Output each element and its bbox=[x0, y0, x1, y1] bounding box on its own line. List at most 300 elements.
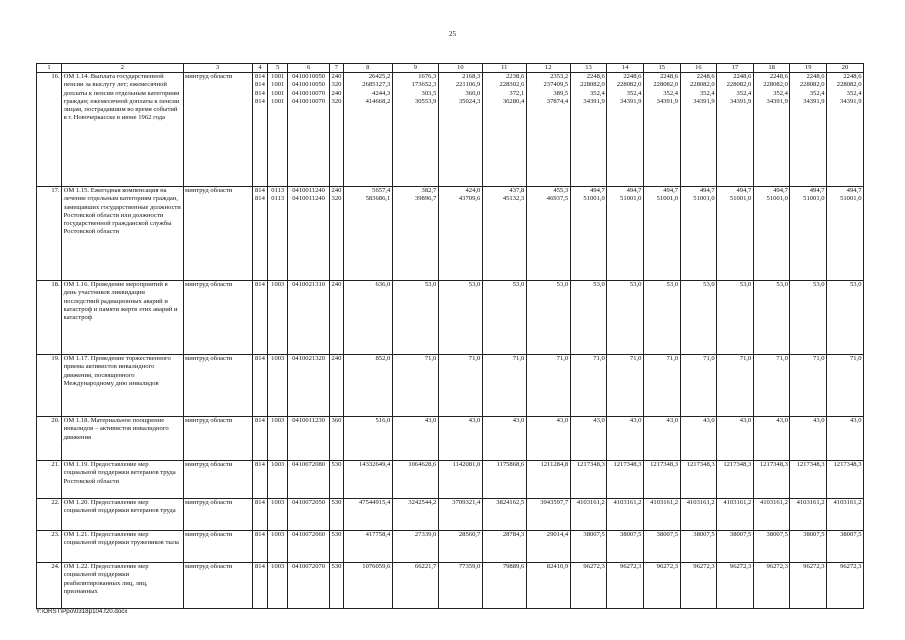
cell-line: 2168,3 bbox=[462, 73, 481, 81]
value-cell bbox=[643, 417, 680, 461]
cell-line: 228082,0 bbox=[836, 81, 862, 89]
cell-line: 43,0 bbox=[813, 417, 825, 425]
executor: минтруд области bbox=[183, 417, 252, 461]
value-cell bbox=[343, 563, 392, 609]
cell-line: 0410072080 bbox=[292, 461, 326, 469]
value-cell bbox=[526, 73, 570, 187]
cell-line: 814 bbox=[255, 499, 265, 507]
value-cell bbox=[343, 461, 392, 499]
value-cell bbox=[680, 417, 717, 461]
cell-line: 1003 bbox=[271, 563, 285, 571]
event-name: ОМ 1.19. Предоставление мер социальной поддержки ветеранов труда Ростовской области bbox=[62, 461, 183, 499]
column-header: 12 bbox=[526, 64, 570, 73]
cell-line: 34391,9 bbox=[656, 98, 679, 106]
column-header: 20 bbox=[827, 64, 864, 73]
cell-line: 4103161,2 bbox=[796, 499, 825, 507]
cell-line: 0113 bbox=[271, 187, 285, 195]
column-header: 13 bbox=[570, 64, 607, 73]
cell-line: 5657,4 bbox=[372, 187, 391, 195]
value-cell bbox=[717, 73, 754, 187]
cell-line: 1003 bbox=[271, 281, 285, 289]
value-cell bbox=[717, 355, 754, 417]
cell-line: 27339,0 bbox=[414, 531, 437, 539]
cell-line: 2248,6 bbox=[659, 73, 679, 81]
cell-line: 352,4 bbox=[663, 89, 679, 97]
cell-line: 43,0 bbox=[556, 417, 569, 425]
cell-line: 372,1 bbox=[509, 89, 525, 97]
cell-line: 320 bbox=[331, 81, 342, 89]
cell-line: 35024,3 bbox=[458, 98, 481, 106]
cell-line: 39896,7 bbox=[414, 195, 437, 203]
value-cell bbox=[343, 531, 392, 563]
cell-line: 320 bbox=[331, 195, 342, 203]
cell-line: 228302,6 bbox=[499, 81, 525, 89]
cell-line: 4103161,2 bbox=[686, 499, 715, 507]
value-cell bbox=[288, 73, 330, 187]
table-row bbox=[37, 355, 864, 417]
cell-line: 71,0 bbox=[849, 355, 862, 363]
cell-line: 1217348,3 bbox=[613, 461, 642, 469]
value-cell bbox=[717, 563, 754, 609]
value-cell bbox=[288, 355, 330, 417]
cell-line: 38007,5 bbox=[729, 531, 752, 539]
cell-line: 38007,5 bbox=[766, 531, 788, 539]
cell-line: 43,0 bbox=[424, 417, 437, 425]
value-cell bbox=[330, 531, 344, 563]
table-row bbox=[37, 417, 864, 461]
value-cell bbox=[753, 187, 790, 281]
cell-line: 36280,4 bbox=[502, 98, 525, 106]
cell-line: 1001 bbox=[271, 81, 285, 89]
cell-line: 43,0 bbox=[629, 417, 642, 425]
table-row bbox=[37, 499, 864, 531]
cell-line: 1217348,3 bbox=[723, 461, 752, 469]
header-row bbox=[37, 64, 864, 73]
column-header: 1 bbox=[37, 64, 62, 73]
row-number: 19. bbox=[37, 355, 62, 417]
value-cell bbox=[482, 531, 526, 563]
value-cell bbox=[753, 281, 790, 355]
cell-line: 2248,6 bbox=[843, 73, 862, 81]
cell-line: 51001,0 bbox=[803, 195, 825, 203]
cell-line: 494,7 bbox=[809, 187, 825, 195]
cell-line: 4103161,2 bbox=[759, 499, 788, 507]
value-cell bbox=[643, 355, 680, 417]
cell-line: 494,7 bbox=[626, 187, 642, 195]
value-cell bbox=[717, 187, 754, 281]
value-cell bbox=[330, 355, 344, 417]
cell-line: 494,7 bbox=[663, 187, 679, 195]
value-cell bbox=[288, 563, 330, 609]
event-name: ОМ 1.14. Выплата государственной пенсии за выслугу лет; ежемесячной доплаты к пенсии отдельным категориям граждан; ежемесячной доплаты к пенсии лицам, пострадавшим во время событий в г. Новочеркасске в июне 1962 года bbox=[62, 73, 183, 187]
cell-line: 3709321,4 bbox=[452, 499, 481, 507]
value-cell bbox=[570, 355, 607, 417]
value-cell bbox=[607, 461, 644, 499]
value-cell bbox=[288, 281, 330, 355]
cell-line: 1001 bbox=[271, 89, 285, 97]
value-cell bbox=[680, 73, 717, 187]
cell-line: 38007,5 bbox=[803, 531, 825, 539]
cell-line: 1064628,6 bbox=[408, 461, 437, 469]
cell-line: 1003 bbox=[271, 499, 285, 507]
cell-line: 96272,3 bbox=[840, 563, 862, 571]
value-cell bbox=[643, 281, 680, 355]
cell-line: 1003 bbox=[271, 355, 285, 363]
cell-line: 1217348,3 bbox=[796, 461, 825, 469]
cell-line: 4103161,2 bbox=[613, 499, 642, 507]
cell-line: 1001 bbox=[271, 98, 285, 106]
cell-line: 240 bbox=[331, 355, 342, 363]
cell-line: 0410072060 bbox=[292, 531, 326, 539]
value-cell bbox=[268, 73, 288, 187]
cell-line: 38007,5 bbox=[620, 531, 642, 539]
cell-line: 53,0 bbox=[666, 281, 679, 289]
row-number: 16. bbox=[37, 73, 62, 187]
event-name: ОМ 1.17. Проведение торжественного приема активистов инвалидного движения, посвященного Международному дню инвалидов bbox=[62, 355, 183, 417]
value-cell bbox=[607, 187, 644, 281]
cell-line: 3943597,7 bbox=[540, 499, 569, 507]
value-cell bbox=[643, 563, 680, 609]
cell-line: 47544915,4 bbox=[358, 499, 391, 507]
cell-line: 494,7 bbox=[590, 187, 605, 195]
cell-line: 494,7 bbox=[736, 187, 752, 195]
column-header: 11 bbox=[482, 64, 526, 73]
cell-line: 228082,0 bbox=[653, 81, 679, 89]
cell-line: 3242544,2 bbox=[408, 499, 437, 507]
cell-line: 66221,7 bbox=[414, 563, 437, 571]
value-cell bbox=[438, 355, 482, 417]
value-cell bbox=[526, 187, 570, 281]
value-cell bbox=[252, 355, 268, 417]
cell-line: 530 bbox=[331, 531, 342, 539]
cell-line: 360,0 bbox=[465, 89, 481, 97]
value-cell bbox=[827, 417, 864, 461]
cell-line: 228082,0 bbox=[580, 81, 605, 89]
value-cell bbox=[790, 563, 827, 609]
value-cell bbox=[252, 187, 268, 281]
cell-line: 1003 bbox=[271, 417, 285, 425]
cell-line: 28784,3 bbox=[502, 531, 525, 539]
value-cell bbox=[343, 499, 392, 531]
column-header: 7 bbox=[330, 64, 344, 73]
value-cell bbox=[526, 531, 570, 563]
value-cell bbox=[438, 187, 482, 281]
value-cell bbox=[643, 499, 680, 531]
value-cell bbox=[438, 531, 482, 563]
cell-line: 96272,3 bbox=[620, 563, 642, 571]
cell-line: 0410010070 bbox=[292, 98, 326, 106]
cell-line: 4103161,2 bbox=[833, 499, 862, 507]
value-cell bbox=[252, 73, 268, 187]
page-number: 25 bbox=[449, 30, 456, 38]
value-cell bbox=[392, 281, 438, 355]
table-row bbox=[37, 531, 864, 563]
value-cell bbox=[526, 499, 570, 531]
value-cell bbox=[570, 73, 607, 187]
value-cell bbox=[790, 355, 827, 417]
cell-line: 494,7 bbox=[846, 187, 862, 195]
value-cell bbox=[288, 499, 330, 531]
cell-line: 814 bbox=[255, 355, 265, 363]
value-cell bbox=[680, 531, 717, 563]
value-cell bbox=[570, 499, 607, 531]
event-name: ОМ 1.21. Предоставление мер социальной поддержки тружеников тыла bbox=[62, 531, 183, 563]
cell-line: 43,0 bbox=[468, 417, 481, 425]
value-cell bbox=[827, 499, 864, 531]
column-header: 4 bbox=[252, 64, 268, 73]
cell-line: 96272,3 bbox=[656, 563, 679, 571]
value-cell bbox=[438, 417, 482, 461]
value-cell bbox=[680, 355, 717, 417]
cell-line: 0410072050 bbox=[292, 499, 326, 507]
cell-line: 4103161,2 bbox=[576, 499, 605, 507]
value-cell bbox=[288, 531, 330, 563]
value-cell bbox=[790, 281, 827, 355]
cell-line: 43709,6 bbox=[458, 195, 481, 203]
cell-line: 1217348,3 bbox=[833, 461, 862, 469]
cell-line: 29014,4 bbox=[546, 531, 569, 539]
cell-line: 71,0 bbox=[556, 355, 569, 363]
value-cell bbox=[288, 461, 330, 499]
cell-line: 34391,9 bbox=[840, 98, 862, 106]
cell-line: 34391,9 bbox=[729, 98, 752, 106]
cell-line: 71,0 bbox=[629, 355, 642, 363]
cell-line: 71,0 bbox=[776, 355, 788, 363]
value-cell bbox=[717, 461, 754, 499]
value-cell bbox=[827, 563, 864, 609]
cell-line: 0410011240 bbox=[292, 187, 325, 195]
cell-line: 26425,2 bbox=[368, 73, 391, 81]
table-row bbox=[37, 563, 864, 609]
cell-line: 71,0 bbox=[468, 355, 481, 363]
value-cell bbox=[753, 461, 790, 499]
value-cell bbox=[392, 417, 438, 461]
row-number: 23. bbox=[37, 531, 62, 563]
value-cell bbox=[753, 73, 790, 187]
value-cell bbox=[827, 531, 864, 563]
value-cell bbox=[252, 417, 268, 461]
cell-line: 1142081,0 bbox=[452, 461, 481, 469]
cell-line: 1001 bbox=[271, 73, 285, 81]
table-row bbox=[37, 461, 864, 499]
table-row bbox=[37, 187, 864, 281]
cell-line: 43,0 bbox=[849, 417, 862, 425]
value-cell bbox=[607, 355, 644, 417]
value-cell bbox=[252, 281, 268, 355]
cell-line: 2248,6 bbox=[769, 73, 788, 81]
value-cell bbox=[526, 281, 570, 355]
value-cell bbox=[438, 563, 482, 609]
value-cell bbox=[392, 461, 438, 499]
value-cell bbox=[607, 499, 644, 531]
cell-line: 46937,5 bbox=[546, 195, 569, 203]
row-number: 21. bbox=[37, 461, 62, 499]
value-cell bbox=[268, 355, 288, 417]
column-header: 3 bbox=[183, 64, 252, 73]
cell-line: 34391,9 bbox=[583, 98, 605, 106]
value-cell bbox=[753, 499, 790, 531]
cell-line: 382,7 bbox=[421, 187, 437, 195]
cell-line: 2353,2 bbox=[550, 73, 569, 81]
value-cell bbox=[482, 281, 526, 355]
row-number: 17. bbox=[37, 187, 62, 281]
value-cell bbox=[392, 187, 438, 281]
value-cell bbox=[680, 187, 717, 281]
value-cell bbox=[570, 461, 607, 499]
value-cell bbox=[827, 461, 864, 499]
cell-line: 34391,9 bbox=[693, 98, 715, 106]
cell-line: 37874,4 bbox=[546, 98, 569, 106]
cell-line: 852,0 bbox=[375, 355, 391, 363]
value-cell bbox=[252, 499, 268, 531]
cell-line: 424,0 bbox=[465, 187, 481, 195]
column-header: 10 bbox=[438, 64, 482, 73]
cell-line: 38007,5 bbox=[656, 531, 679, 539]
value-cell bbox=[827, 355, 864, 417]
value-cell bbox=[827, 73, 864, 187]
cell-line: 240 bbox=[331, 187, 342, 195]
column-header: 15 bbox=[643, 64, 680, 73]
file-path-footer: Y:\ORST\Ppo\0318p104.f20.docx bbox=[36, 608, 128, 615]
cell-line: 240 bbox=[331, 73, 342, 81]
value-cell bbox=[570, 187, 607, 281]
value-cell bbox=[827, 187, 864, 281]
cell-line: 228082,0 bbox=[799, 81, 825, 89]
value-cell bbox=[753, 563, 790, 609]
cell-line: 583686,1 bbox=[365, 195, 391, 203]
cell-line: 1676,3 bbox=[418, 73, 437, 81]
cell-line: 0410010050 bbox=[292, 81, 326, 89]
column-header: 2 bbox=[62, 64, 183, 73]
value-cell bbox=[827, 281, 864, 355]
cell-line: 53,0 bbox=[629, 281, 642, 289]
cell-line: 221106,9 bbox=[455, 81, 481, 89]
cell-line: 1217348,3 bbox=[650, 461, 679, 469]
value-cell bbox=[790, 499, 827, 531]
cell-line: 1003 bbox=[271, 531, 285, 539]
value-cell bbox=[717, 417, 754, 461]
table-row bbox=[37, 281, 864, 355]
value-cell bbox=[717, 499, 754, 531]
cell-line: 0410021320 bbox=[292, 355, 326, 363]
cell-line: 30553,9 bbox=[414, 98, 437, 106]
cell-line: 34391,9 bbox=[766, 98, 788, 106]
cell-line: 814 bbox=[255, 281, 265, 289]
column-header: 14 bbox=[607, 64, 644, 73]
cell-line: 0410010070 bbox=[292, 89, 326, 97]
value-cell bbox=[790, 417, 827, 461]
cell-line: 43,0 bbox=[593, 417, 605, 425]
value-cell bbox=[790, 187, 827, 281]
cell-line: 228082,0 bbox=[689, 81, 715, 89]
cell-line: 71,0 bbox=[813, 355, 825, 363]
event-name: ОМ 1.18. Материальное поощрение инвалидов – активистов инвалидного движения bbox=[62, 417, 183, 461]
value-cell bbox=[680, 563, 717, 609]
cell-line: 2685127,3 bbox=[362, 81, 391, 89]
cell-line: 71,0 bbox=[424, 355, 437, 363]
cell-line: 51001,0 bbox=[729, 195, 752, 203]
cell-line: 51001,0 bbox=[840, 195, 862, 203]
value-cell bbox=[607, 563, 644, 609]
value-cell bbox=[753, 417, 790, 461]
cell-line: 71,0 bbox=[593, 355, 605, 363]
value-cell bbox=[570, 531, 607, 563]
cell-line: 51001,0 bbox=[656, 195, 679, 203]
column-header: 19 bbox=[790, 64, 827, 73]
value-cell bbox=[330, 461, 344, 499]
column-header: 6 bbox=[288, 64, 330, 73]
value-cell bbox=[526, 461, 570, 499]
cell-line: 38007,5 bbox=[840, 531, 862, 539]
value-cell bbox=[482, 417, 526, 461]
row-number: 18. bbox=[37, 281, 62, 355]
event-name: ОМ 1.22. Предоставление мер социальной поддержки реабилитированных лиц, лиц, признанных bbox=[62, 563, 183, 609]
cell-line: 71,0 bbox=[512, 355, 525, 363]
value-cell bbox=[482, 461, 526, 499]
cell-line: 53,0 bbox=[468, 281, 481, 289]
cell-line: 352,4 bbox=[590, 89, 605, 97]
executor: минтруд области bbox=[183, 73, 252, 187]
cell-line: 0113 bbox=[271, 195, 285, 203]
cell-line: 414668,2 bbox=[365, 98, 391, 106]
cell-line: 53,0 bbox=[849, 281, 862, 289]
cell-line: 2238,6 bbox=[506, 73, 525, 81]
value-cell bbox=[392, 531, 438, 563]
cell-line: 814 bbox=[255, 98, 265, 106]
value-cell bbox=[438, 499, 482, 531]
value-cell bbox=[252, 531, 268, 563]
cell-line: 320 bbox=[331, 98, 342, 106]
cell-line: 0410021310 bbox=[292, 281, 326, 289]
cell-line: 228082,0 bbox=[763, 81, 788, 89]
value-cell bbox=[482, 499, 526, 531]
cell-line: 636,0 bbox=[375, 281, 391, 289]
cell-line: 43,0 bbox=[703, 417, 715, 425]
cell-line: 0410011240 bbox=[292, 195, 325, 203]
cell-line: 228082,0 bbox=[726, 81, 752, 89]
event-name: ОМ 1.20. Предоставление мер социальной поддержки ветеранов труда bbox=[62, 499, 183, 531]
cell-line: 814 bbox=[255, 417, 265, 425]
cell-line: 1175868,6 bbox=[496, 461, 525, 469]
event-name: ОМ 1.15. Ежегодная компенсация на лечение отдельным категориям граждан, замещавших государственные должности Ростовской области или должности государственной гражданской службы Ростовской области bbox=[62, 187, 183, 281]
cell-line: 45132,3 bbox=[502, 195, 525, 203]
column-header: 8 bbox=[343, 64, 392, 73]
cell-line: 530 bbox=[331, 499, 342, 507]
cell-line: 437,8 bbox=[509, 187, 525, 195]
cell-line: 43,0 bbox=[776, 417, 788, 425]
value-cell bbox=[392, 563, 438, 609]
cell-line: 814 bbox=[255, 73, 265, 81]
value-cell bbox=[717, 531, 754, 563]
value-cell bbox=[482, 187, 526, 281]
cell-line: 1217348,3 bbox=[759, 461, 788, 469]
cell-line: 96272,3 bbox=[766, 563, 788, 571]
value-cell bbox=[268, 281, 288, 355]
value-cell bbox=[482, 73, 526, 187]
value-cell bbox=[717, 281, 754, 355]
cell-line: 417758,4 bbox=[365, 531, 391, 539]
executor: минтруд области bbox=[183, 461, 252, 499]
value-cell bbox=[570, 281, 607, 355]
cell-line: 494,7 bbox=[773, 187, 788, 195]
cell-line: 516,0 bbox=[375, 417, 391, 425]
cell-line: 0410072070 bbox=[292, 563, 326, 571]
value-cell bbox=[438, 281, 482, 355]
value-cell bbox=[753, 531, 790, 563]
value-cell bbox=[343, 417, 392, 461]
cell-line: 530 bbox=[331, 563, 342, 571]
cell-line: 814 bbox=[255, 81, 265, 89]
